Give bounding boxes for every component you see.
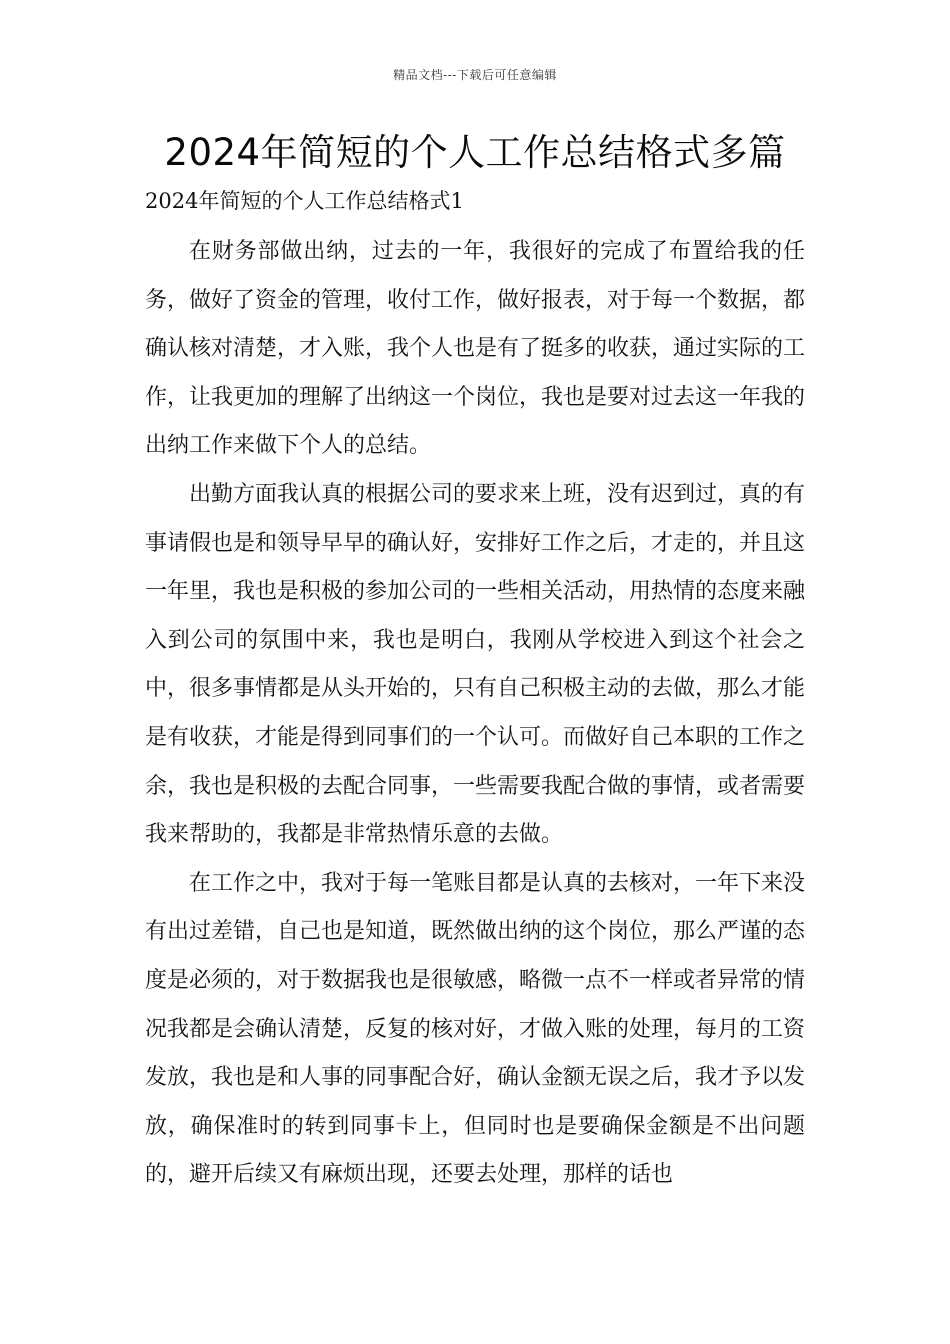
section-heading: 2024年简短的个人工作总结格式1: [145, 189, 464, 213]
paragraph-2: 出勤方面我认真的根据公司的要求来上班，没有迟到过，真的有事请假也是和领导早早的确认好，安排好工作之后，才走的，并且这一年里，我也是积极的参加公司的一些相关活动，用热情的态度来融入到公司的氛围中来，我也是明白，我刚从学校进入到这个社会之中，很多事情都是从头开始的，只有自己积极主动的去做，那么才能是有收获，才能是得到同事们的一个认可。而做好自己本职的工作之余，我也是积极的去配合同事，一些需要我配合做的事情，或者需要我来帮助的，我都是非常热情乐意的去做。: [145, 481, 806, 848]
body-text: [145, 228, 805, 1200]
paragraph-1: 在财务部做出纳，过去的一年，我很好的完成了布置给我的任务，做好了资金的管理，收付工作，做好报表，对于每一个数据，都确认核对清楚，才入账，我个人也是有了挺多的收获，通过实际的工作，让我更加的理解了出纳这一个岗位，我也是要对过去这一年我的出纳工作来做下个人的总结。: [145, 239, 806, 459]
document-title: 2024年简短的个人工作总结格式多篇: [164, 131, 786, 174]
paragraph-3: 在工作之中，我对于每一笔账目都是认真的去核对，一年下来没有出过差错，自己也是知道，既然做出纳的这个岗位，那么严谨的态度是必须的，对于数据我也是很敏感，略微一点不一样或者异常的情况我都是会确认清楚，反复的核对好，才做入账的处理，每月的工资发放，我也是和人事的同事配合好，确认金额无误之后，我才予以发放，确保准时的转到同事卡上，但同时也是要确保金额是不出问题的，避开后续又有麻烦出现，还要去处理，那样的话也: [145, 870, 806, 1188]
header-note: 精品文档---下载后可任意编辑: [393, 68, 557, 82]
